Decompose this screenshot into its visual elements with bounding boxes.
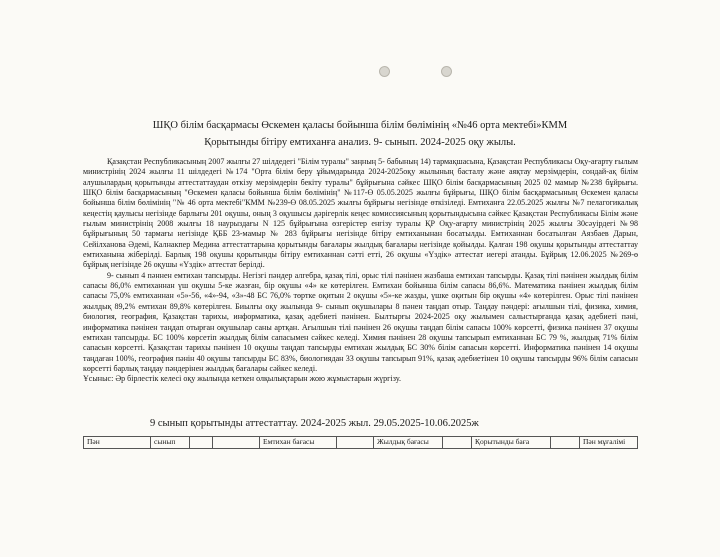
table-header-row [84,437,638,449]
header-cell [551,437,580,449]
punch-hole [379,66,390,77]
header-cell: Емтихан бағасы [260,437,337,449]
results-table [83,436,638,449]
table-heading: 9 сынып қорытынды аттестаттау. 2024-2025 жыл. 29.05.2025-10.06.2025ж [150,418,479,429]
document-title: Қорытынды бітіру емтиханға анализ. 9- сынып. 2024-2025 оқу жылы. [204,137,516,148]
header-cell [213,437,260,449]
header-cell: Пән [84,437,151,449]
punch-hole [441,66,452,77]
header-cell: Жылдық бағасы [374,437,443,449]
header-cell: сынып [151,437,190,449]
header-cell: Пән мұғалімі [580,437,638,449]
recommendation: Ұсыныс: Әр бірлестік келесі оқу жылында кеткен олқылықтарын жою жұмыстарын жүргізу. [83,374,401,384]
document-header: ШҚО білім басқармасы Өскемен қаласы бойынша білім бөлімінің «№46 орта мектебі»КММ [152,120,568,131]
document-body [83,157,638,385]
header-cell [443,437,472,449]
header-cell [337,437,374,449]
header-cell: Қорытынды баға [472,437,551,449]
paragraph: Қазақстан Республикасының 2007 жылғы 27 шілдедегі "Білім туралы" заңның 5- бабының 14) тармақшасына, Қазақстан Республикасы Оқу-ағарту ғылым министрінің 2024 жылғы 11 шілдедегі №174 "Орта білім беру ұйымдарында 2024-2025оқу жылының басталу және аяқтау мерзімдерін, сондай-ақ білім алушылардың қорытынды аттестаттаудан өткізу мерзімдерін бекіту туралы" бұйрығына сәйкес ШҚО білім басқармасының 2025 02 мамыр №238 бұйрығы. ШҚО білім басқармасының "Өскемен қаласы бойынша білім бөлімінің" №117-Ө 05.05.2025 жылғы бұйрығы, ШҚО білім басқармасының Өскемен қаласы бойынша білім бөлімінің "№ 46 орта мектебі"КММ №239-Ө 08.05.2025 жылғы бұйрығы негізінде өткізіледі. Емтиханға 22.05.2025 жылғы №7 пелагогикалық кеңестің қаулысы негізінде барлығы 201 оқушы, оның 3 оқушысы дәрігерлік кеңес комиссиясының қорытындысына сәйкес Қазақстан Республикасы Білім және ғылым министрінің 2008 жылғы 18 наурыздағы N 125 бұйрығына өзгерістер енгізу туралы ҚР Оқу-ағарту министрінің 2025 жылғы 30сәуірдегі №98 бұйрығының 50 тармағы негізінде ҚББ 23-мамыр № 283 бұйрығы негізінде бітіру емтиханынан босатылды. Емтиханнан босатылған Аязбаев Дарын, Сейілханова Әдемі, Калнакпер Медина аттестаттарына қорытынды бағалары жылдық бағалары негізінде қойылды. Қалған 198 оқушы қорытынды аттестаттау емтиханына жіберілді. Барлық 198 оқушы қорытынды бітіру емтиханнан сәтті етті, 26 оқушы «Үздік» аттестат иегері атанды. Бұйрық 12.06.2025 №269-ө бұйрық негізінде 26 оқушы «Үздік» аттестат берілді. [83,157,638,270]
header-cell [190,437,213,449]
paragraph: 9- сынып 4 пәннен емтихан тапсырды. Негізгі пәндер алгебра, қазақ тілі, орыс тілі пәнінен жазбаша емтихан тапсырды. Қазақ тілі пәнінен жылдық білім сапасы 86,0% емтиханнан үш оқушы 5-ке жазған, бір оқушы «4» ке көтерілген. Емтихан бойынша білім сапасы 86,6%. Математика пәнінен жылдық білім сапасы 75,0% емтиханнан «5»-56, «4»-94, «3»-48 БС 76,0% төртке оқитын 2 оқушы «5»-ке жазды, үшке оқитын бір оқушы «4» көтерілген. Орыс тілі пәнінен жылдық 89,2% емтихан 89,8% көтерілген. Биылғы оқу жылында 9- сынып оқушылары 8 пәнен таңдап отыр. Таңдау пәндері: ағылшын тілі, физика, химия, биология, география, Қазақстан тарихы, информатика, қазақ әдебиеті пәнінен. Былтырғы 2024-2025 оқу жылымен салыстырғанда қазақ әдебиеті пәні, информатика пәнінен таңдап отырған оқушылар саны артқан. Ағылшын тілі пәнінен 26 оқушы таңдап білім сапасы 100% көрсетті, физика пәнінен 37 оқушы емтихан тапсырды. БС 100% көрсетіп жылдық білім сапасымен сәйкес келеді. Химия пәнінен 28 оқушы тапсырып емтиханнан БС 79 %, жылдық 71% білім сапасын көрсетті. Қазақстан тарихы пәнінен 10 оқушы таңдап тапсырды емтихан жылдық БС 30% білім сапасын көрсетті. Информатика пәнінен 14 оқушы таңдаған 100%, география пәнін 40 оқушы тапсырды БС 83%, биологиядан 33 оқушы тапсырып 91%, қазақ әдебиетінен 10 оқушы тапсырды 96% білім сапасын көрсетті барлық таңдау пәндерінен жылдық бағалары сәйкес келеді. [83,270,638,373]
